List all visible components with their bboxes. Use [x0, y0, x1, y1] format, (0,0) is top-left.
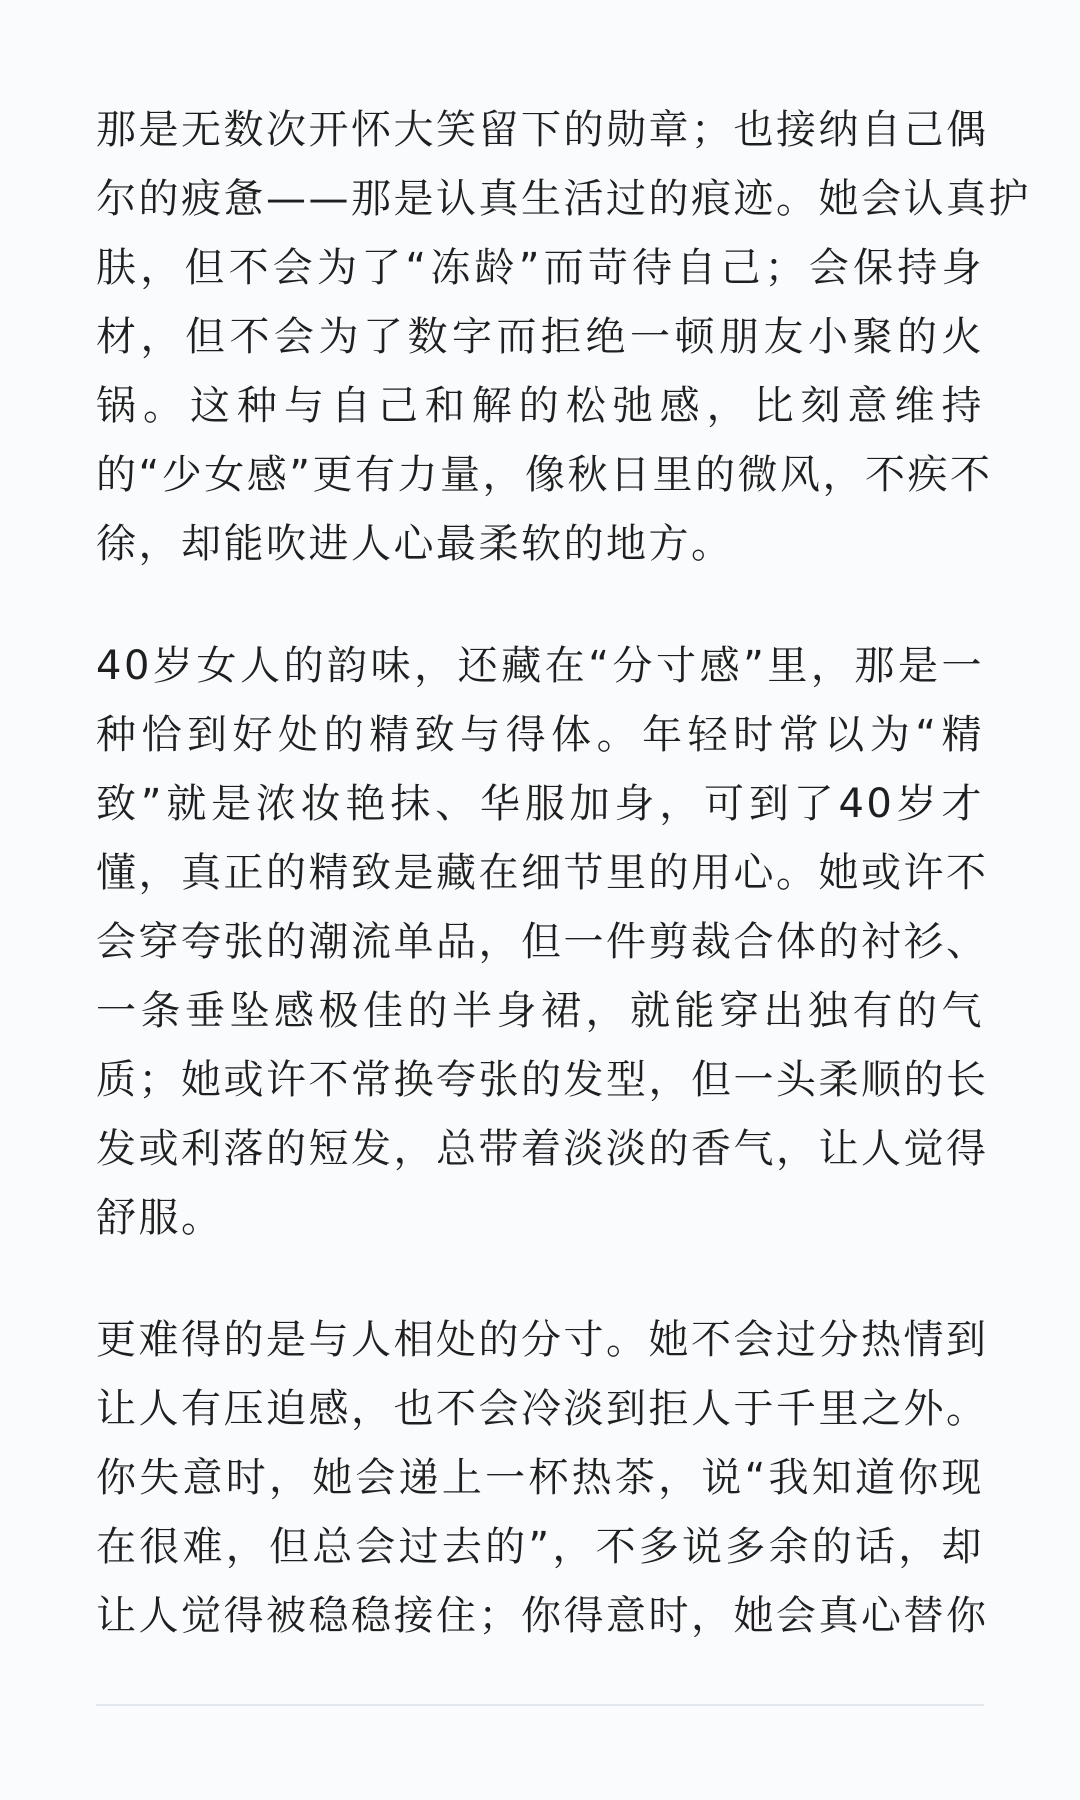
paragraph-line: 徐，却能吹进人心最柔软的地方。	[96, 521, 734, 567]
paragraph-line: 一条垂坠感极佳的半身裙，就能穿出独有的气	[96, 988, 984, 1034]
paragraph-spacer	[96, 1253, 984, 1306]
paragraph-line: 尔的疲惫——那是认真生活过的痕迹。她会认真护	[96, 176, 1031, 222]
paragraph-line: 让人有压迫感，也不会冷淡到拒人于千里之外。	[96, 1386, 989, 1432]
paragraph-line: 让人觉得被稳稳接住；你得意时，她会真心替你	[96, 1593, 989, 1639]
paragraph-line: 那是无数次开怀大笑留下的勋章；也接纳自己偶	[96, 107, 989, 153]
paragraph-line: 的“少女感”更有力量，像秋日里的微风，不疾不	[96, 452, 993, 498]
paragraph-3	[96, 1306, 989, 1651]
paragraph-line: 40岁女人的韵味，还藏在“分寸感”里，那是一	[96, 643, 984, 689]
paragraph-line: 你失意时，她会递上一杯热茶，说“我知道你现	[96, 1455, 984, 1501]
bottom-divider	[96, 1704, 984, 1706]
paragraph-line: 在很难，但总会过去的”，不多说多余的话，却	[96, 1524, 984, 1570]
paragraph-2	[96, 632, 989, 1253]
paragraph-line: 发或利落的短发，总带着淡淡的香气，让人觉得	[96, 1126, 989, 1172]
paragraph-line: 舒服。	[96, 1195, 224, 1241]
paragraph-1	[96, 96, 1031, 579]
paragraph-line: 肤，但不会为了“冻龄”而苛待自己；会保持身	[96, 245, 984, 291]
paragraph-line: 会穿夸张的潮流单品，但一件剪裁合体的衬衫、	[96, 919, 989, 965]
paragraph-line: 致”就是浓妆艳抹、华服加身，可到了40岁才	[96, 781, 984, 827]
paragraph-spacer	[96, 579, 984, 632]
paragraph-line: 懂，真正的精致是藏在细节里的用心。她或许不	[96, 850, 989, 896]
paragraph-line: 更难得的是与人相处的分寸。她不会过分热情到	[96, 1317, 989, 1363]
paragraph-line: 材，但不会为了数字而拒绝一顿朋友小聚的火	[96, 314, 984, 360]
paragraph-line: 锅。这种与自己和解的松弛感，比刻意维持	[96, 383, 984, 429]
paragraph-line: 质；她或许不常换夸张的发型，但一头柔顺的长	[96, 1057, 989, 1103]
paragraph-line: 种恰到好处的精致与得体。年轻时常以为“精	[96, 712, 984, 758]
article-body	[96, 96, 1031, 1651]
